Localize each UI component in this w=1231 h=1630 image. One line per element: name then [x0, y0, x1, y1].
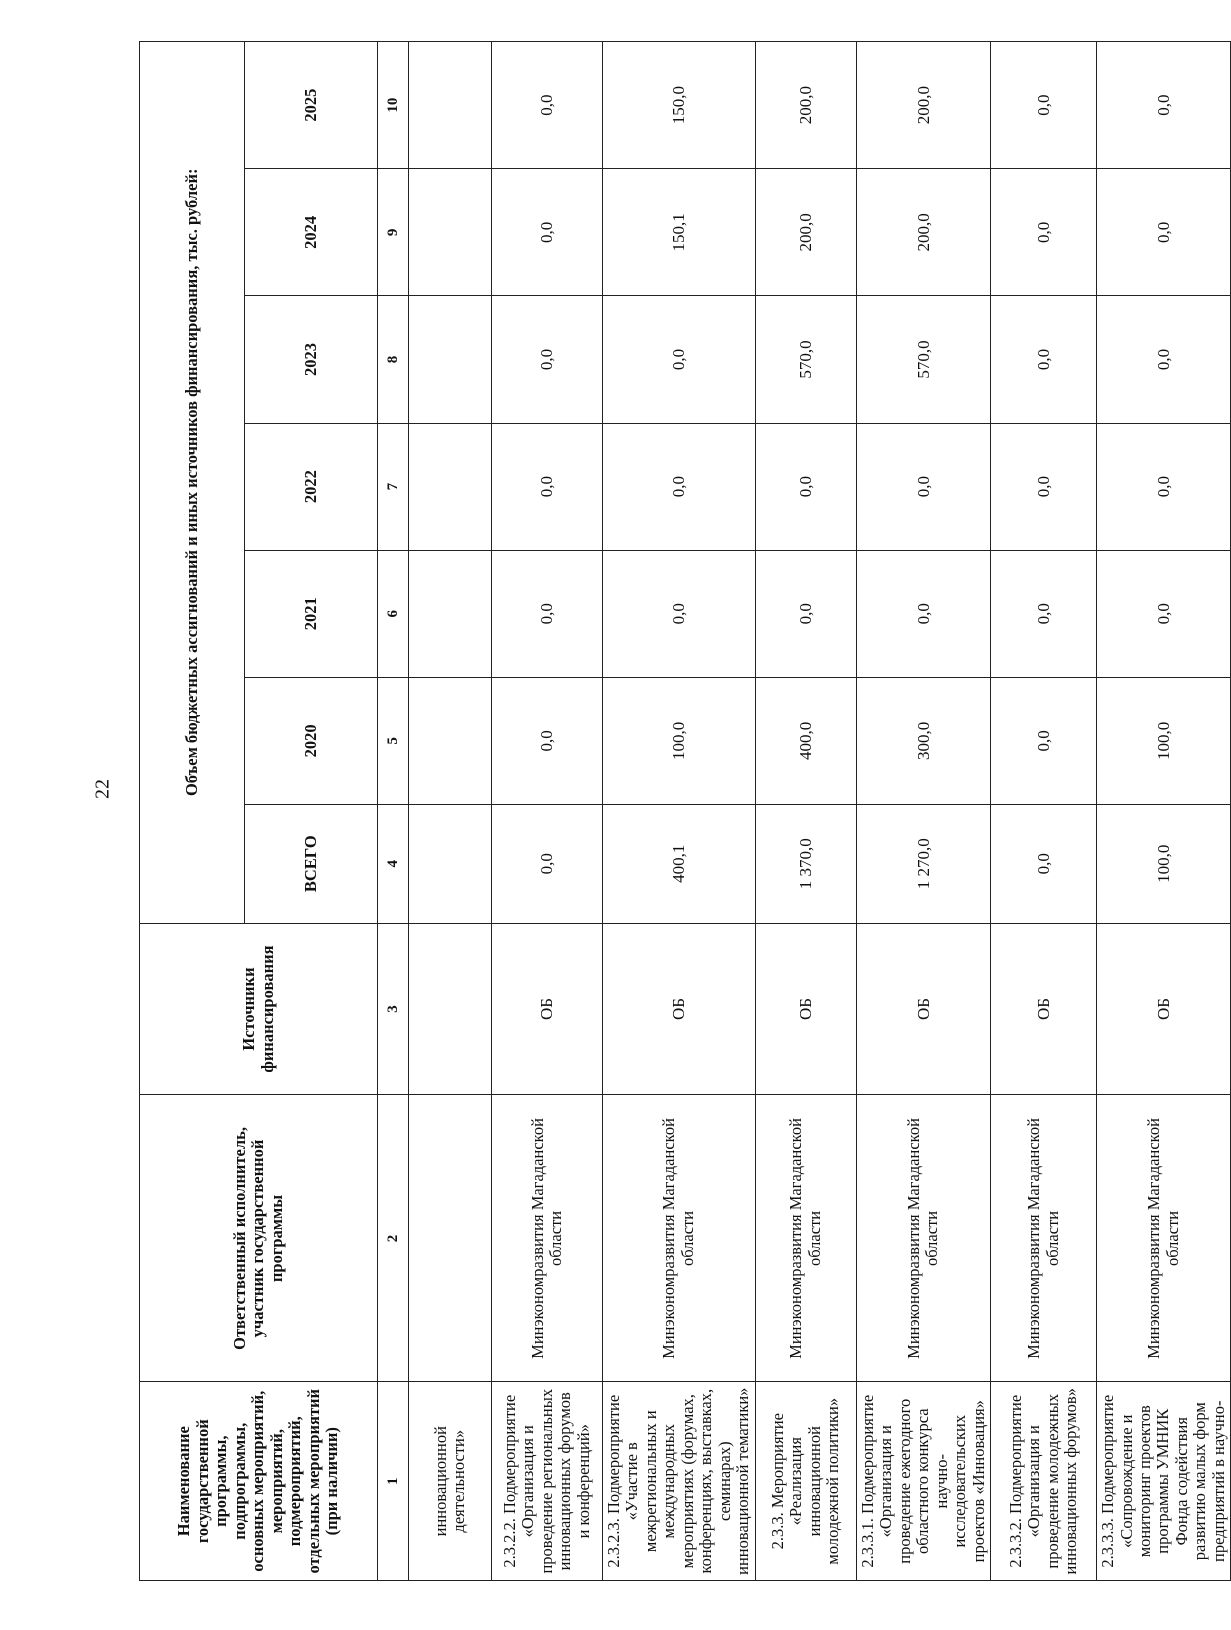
row-value-2025: 150,0: [603, 42, 756, 169]
row-source-cell: ОБ: [492, 923, 603, 1095]
row-value-2022: 0,0: [991, 423, 1097, 550]
row-name-cell: 2.3.2.3. Подмероприятие «Участие в межрегиональных и международных мероприятиях (форумах, конференциях, выставках, семинарах) инновационной тематики»: [603, 1382, 756, 1581]
row-value-2021: [409, 550, 492, 677]
row-value-2022: 0,0: [1097, 423, 1231, 550]
row-value-2023: 0,0: [492, 296, 603, 423]
row-executor-cell: Минэкономразвития Магаданской области: [991, 1095, 1097, 1382]
column-number: 9: [378, 169, 409, 296]
row-value-2024: 200,0: [856, 169, 990, 296]
row-value-2021: 0,0: [603, 550, 756, 677]
header-year-2022: 2022: [245, 423, 378, 550]
column-number: 4: [378, 804, 409, 923]
row-source-cell: ОБ: [1097, 923, 1231, 1095]
column-number: 6: [378, 550, 409, 677]
row-value-2022: [409, 423, 492, 550]
row-value-2023: 0,0: [1097, 296, 1231, 423]
row-value-2020: 0,0: [991, 677, 1097, 804]
row-name-cell: 2.3.3.2. Подмероприятие «Организация и проведение молодежных инновационных форумов»: [991, 1382, 1097, 1581]
row-name-cell: 2.3.2.2. Подмероприятие «Организация и проведение региональных инновационных форумов и конференций»: [492, 1382, 603, 1581]
table-row: [409, 42, 492, 1581]
row-source-cell: ОБ: [755, 923, 856, 1095]
row-executor-cell: Минэкономразвития Магаданской области: [755, 1095, 856, 1382]
row-value-2021: 0,0: [991, 550, 1097, 677]
column-number: 5: [378, 677, 409, 804]
header-volume: Объем бюджетных ассигнований и иных источников финансирования, тыс. рублей:: [140, 42, 245, 924]
row-name-cell: 2.3.3.3. Подмероприятие «Сопровождение и мониторинг проектов программы УМНИК Фонда содействия развитию малых форм предприятий в научно-: [1097, 1382, 1231, 1581]
row-value-2020: 100,0: [1097, 677, 1231, 804]
row-value-total: [409, 804, 492, 923]
row-value-total: 400,1: [603, 804, 756, 923]
header-year-2024: 2024: [245, 169, 378, 296]
column-number: 10: [378, 42, 409, 169]
row-value-2025: 0,0: [492, 42, 603, 169]
row-name-cell: 2.3.3.1. Подмероприятие «Организация и проведение ежегодного областного конкурса научно- исследовательских проектов «Инновация»: [856, 1382, 990, 1581]
row-value-2023: 0,0: [991, 296, 1097, 423]
row-source-cell: ОБ: [991, 923, 1097, 1095]
column-number: 2: [378, 1095, 409, 1382]
row-value-2025: 200,0: [856, 42, 990, 169]
row-executor-cell: Минэкономразвития Магаданской области: [856, 1095, 990, 1382]
row-value-2020: 400,0: [755, 677, 856, 804]
row-value-2022: 0,0: [755, 423, 856, 550]
row-value-2022: 0,0: [856, 423, 990, 550]
row-value-2024: 0,0: [492, 169, 603, 296]
header-year-2021: 2021: [245, 550, 378, 677]
row-source-cell: [409, 923, 492, 1095]
header-year-2025: 2025: [245, 42, 378, 169]
row-value-2022: 0,0: [603, 423, 756, 550]
row-value-2024: [409, 169, 492, 296]
row-value-2023: 0,0: [603, 296, 756, 423]
column-number: 7: [378, 423, 409, 550]
row-value-2024: 200,0: [755, 169, 856, 296]
row-value-2024: 0,0: [991, 169, 1097, 296]
table-row: [1097, 42, 1231, 1581]
header-year-2023: 2023: [245, 296, 378, 423]
table-row: [856, 42, 990, 1581]
header-year-2020: 2020: [245, 677, 378, 804]
table-row: [755, 42, 856, 1581]
header-name: Наименование государственной программы, подпрограммы, основных мероприятий, мероприятий, подмероприятий, отдельных мероприятий (при наличии): [140, 1382, 378, 1581]
column-number-row: [378, 42, 409, 1581]
row-value-total: 1 270,0: [856, 804, 990, 923]
row-value-2025: [409, 42, 492, 169]
row-value-2023: 570,0: [856, 296, 990, 423]
row-executor-cell: Минэкономразвития Магаданской области: [603, 1095, 756, 1382]
row-executor-cell: Минэкономразвития Магаданской области: [492, 1095, 603, 1382]
row-executor-cell: Минэкономразвития Магаданской области: [1097, 1095, 1231, 1382]
column-number: 3: [378, 923, 409, 1095]
row-value-2020: [409, 677, 492, 804]
row-value-2023: 570,0: [755, 296, 856, 423]
header-year-total: ВСЕГО: [245, 804, 378, 923]
row-value-2023: [409, 296, 492, 423]
row-value-2024: 0,0: [1097, 169, 1231, 296]
row-value-2021: 0,0: [856, 550, 990, 677]
page-number: 22: [91, 779, 114, 799]
column-number: 1: [378, 1382, 409, 1581]
header-executor: Ответственный исполнитель, участник государственной программы: [140, 1095, 378, 1382]
row-value-2025: 200,0: [755, 42, 856, 169]
row-value-total: 1 370,0: [755, 804, 856, 923]
row-value-2020: 0,0: [492, 677, 603, 804]
row-name-cell: 2.3.3. Мероприятие «Реализация инновационной молодежной политики»: [755, 1382, 856, 1581]
row-name-cell: инновационной деятельности»: [409, 1382, 492, 1581]
rotated-table-wrapper: [139, 41, 1228, 1581]
row-value-2021: 0,0: [755, 550, 856, 677]
row-value-total: 0,0: [991, 804, 1097, 923]
row-value-2025: 0,0: [991, 42, 1097, 169]
header-source: Источники финансирования: [140, 923, 378, 1095]
table-row: [991, 42, 1097, 1581]
row-value-total: 0,0: [492, 804, 603, 923]
row-source-cell: ОБ: [603, 923, 756, 1095]
row-value-total: 100,0: [1097, 804, 1231, 923]
row-value-2022: 0,0: [492, 423, 603, 550]
table-body: [409, 42, 1231, 1581]
row-value-2020: 100,0: [603, 677, 756, 804]
row-executor-cell: [409, 1095, 492, 1382]
row-value-2024: 150,1: [603, 169, 756, 296]
table-row: [492, 42, 603, 1581]
row-value-2021: 0,0: [1097, 550, 1231, 677]
row-value-2020: 300,0: [856, 677, 990, 804]
financing-table: [139, 41, 1231, 1581]
column-number: 8: [378, 296, 409, 423]
table-row: [603, 42, 756, 1581]
row-value-2025: 0,0: [1097, 42, 1231, 169]
row-value-2021: 0,0: [492, 550, 603, 677]
row-source-cell: ОБ: [856, 923, 990, 1095]
